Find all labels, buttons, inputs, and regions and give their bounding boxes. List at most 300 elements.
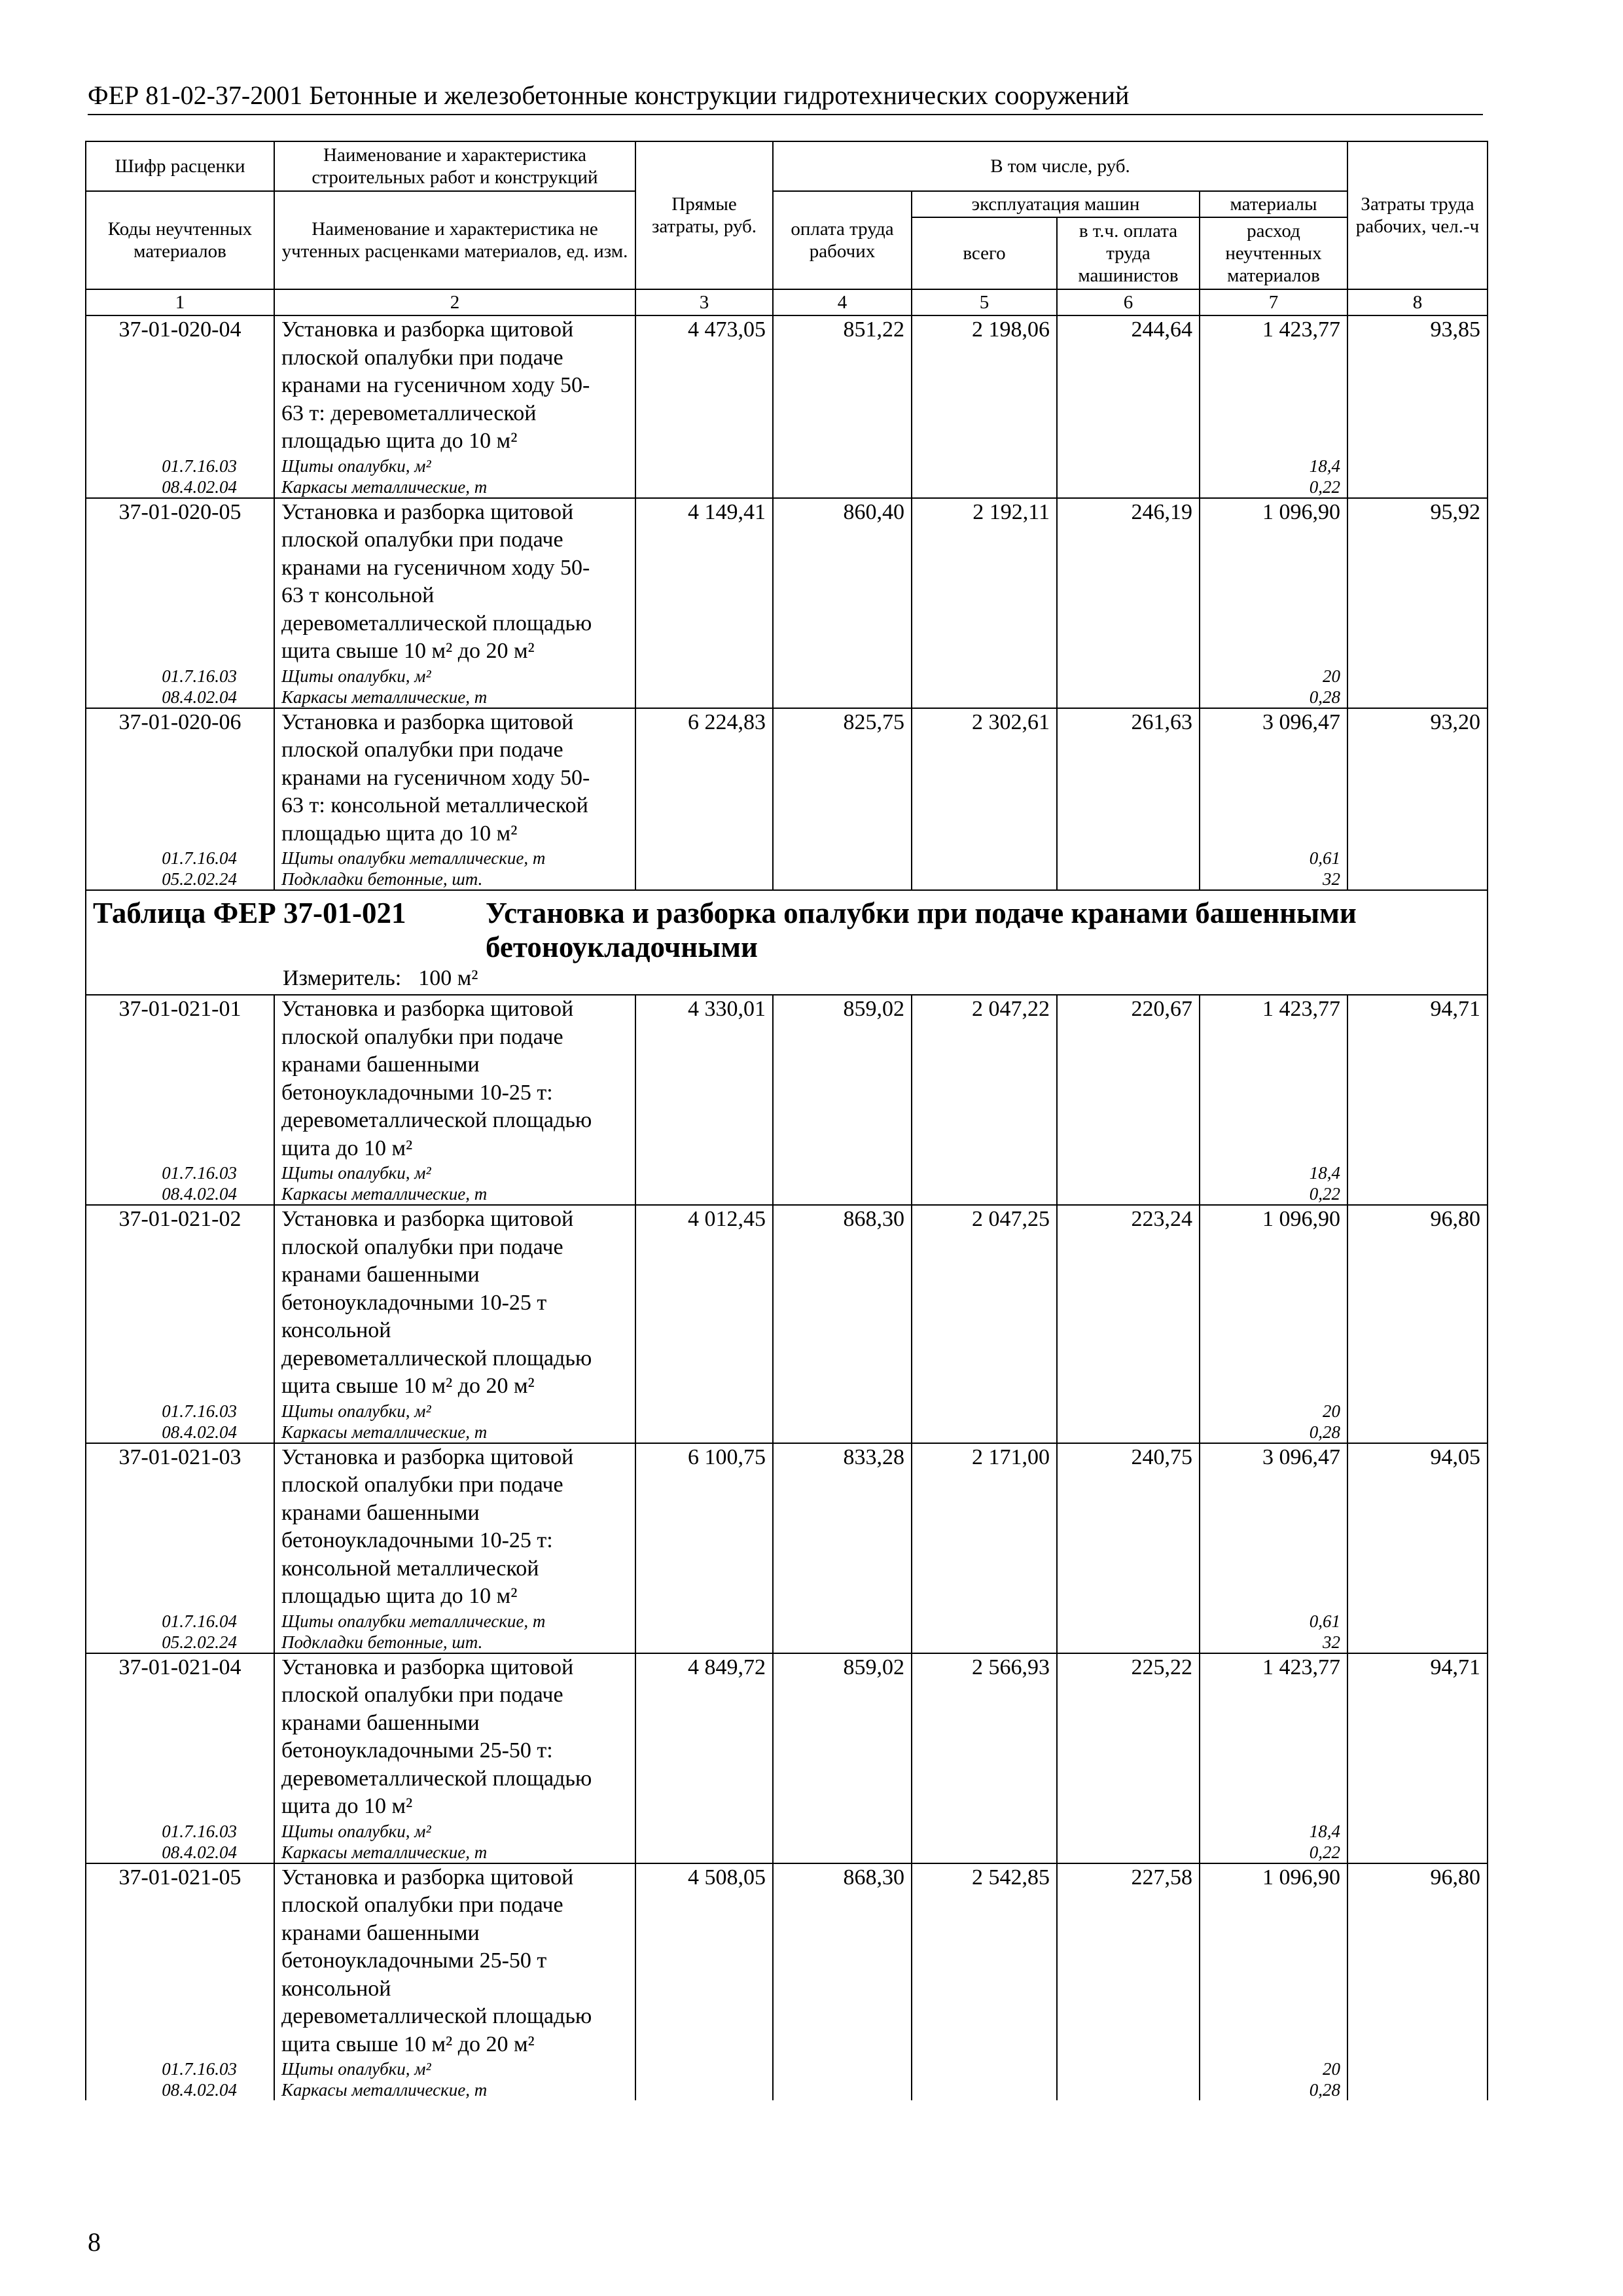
- description-line: кранами башенными: [281, 1710, 480, 1735]
- material-qty: 0,28: [1200, 1422, 1347, 1443]
- empty-cell: [635, 476, 773, 498]
- material-row: [86, 1162, 1488, 1183]
- description-line: бетоноукладочными 10-25 т: [281, 1290, 547, 1315]
- table-body-021: [86, 995, 1488, 2100]
- empty-cell: [1057, 869, 1200, 890]
- value-mach-total: 2 171,00: [912, 1443, 1057, 1611]
- table-body-020: [86, 315, 1488, 890]
- empty-cell: [1347, 476, 1488, 498]
- value-mach-total: 2 302,61: [912, 708, 1057, 848]
- material-code: 01.7.16.04: [86, 848, 274, 869]
- header-name2: Наименование и характеристика не учтенных расценками материалов, ед. изм.: [274, 191, 635, 289]
- page-number: 8: [88, 2227, 101, 2257]
- value-materials: 1 423,77: [1200, 995, 1347, 1162]
- empty-cell: [1057, 1422, 1200, 1443]
- description-line: кранами на гусеничном ходу 50-: [281, 765, 590, 790]
- description-line: плоской опалубки при подаче: [281, 1893, 563, 1917]
- material-code: 05.2.02.24: [86, 869, 274, 890]
- material-name: Щиты опалубки, м²: [274, 2058, 635, 2079]
- description-line: Установка и разборка щитовой: [281, 709, 574, 734]
- material-name: Щиты опалубки, м²: [274, 1162, 635, 1183]
- table-row: [86, 315, 1488, 456]
- empty-cell: [912, 1611, 1057, 1632]
- empty-cell: [1057, 1401, 1200, 1422]
- description-line: бетоноукладочными 10-25 т:: [281, 1528, 553, 1552]
- empty-cell: [773, 1401, 912, 1422]
- description-line: бетоноукладочными 10-25 т:: [281, 1080, 553, 1105]
- value-materials: 1 096,90: [1200, 1205, 1347, 1401]
- empty-cell: [1347, 666, 1488, 687]
- empty-cell: [1057, 1842, 1200, 1863]
- description-line: Установка и разборка щитовой: [281, 317, 574, 342]
- empty-cell: [912, 687, 1057, 708]
- empty-cell: [1347, 1422, 1488, 1443]
- empty-cell: [773, 1632, 912, 1653]
- description-line: плоской опалубки при подаче: [281, 738, 563, 762]
- value-labor: 94,05: [1347, 1443, 1488, 1611]
- empty-cell: [1057, 687, 1200, 708]
- empty-cell: [1347, 1162, 1488, 1183]
- material-qty: 0,28: [1200, 2079, 1347, 2100]
- value-wages: 833,28: [773, 1443, 912, 1611]
- column-number: 2: [274, 289, 635, 315]
- description-line: щита свыше 10 м² до 20 м²: [281, 639, 535, 663]
- value-wages: 859,02: [773, 1653, 912, 1821]
- work-description: [274, 498, 635, 666]
- page-header: ФЕР 81-02-37-2001 Бетонные и железобетонные конструкции гидротехнических сооружений: [88, 80, 1483, 115]
- table-title-cell: [86, 890, 1488, 995]
- empty-cell: [1347, 1632, 1488, 1653]
- empty-cell: [912, 2058, 1057, 2079]
- material-qty: 18,4: [1200, 1162, 1347, 1183]
- empty-cell: [635, 1183, 773, 1205]
- rate-code: 37-01-021-04: [86, 1653, 274, 1821]
- value-mach-wages: 240,75: [1057, 1443, 1200, 1611]
- value-mach-total: 2 047,25: [912, 1205, 1057, 1401]
- column-number: 5: [912, 289, 1057, 315]
- value-materials: 1 423,77: [1200, 1653, 1347, 1821]
- empty-cell: [1057, 1821, 1200, 1842]
- empty-cell: [1057, 476, 1200, 498]
- material-row: [86, 1401, 1488, 1422]
- empty-cell: [635, 848, 773, 869]
- description-line: консольной: [281, 1976, 391, 2001]
- material-row: [86, 1842, 1488, 1863]
- empty-cell: [773, 848, 912, 869]
- description-line: Установка и разборка щитовой: [281, 1865, 574, 1890]
- material-name: Щиты опалубки, м²: [274, 666, 635, 687]
- empty-cell: [1057, 2079, 1200, 2100]
- value-labor: 93,85: [1347, 315, 1488, 456]
- material-code: 01.7.16.03: [86, 1821, 274, 1842]
- work-description: [274, 1205, 635, 1401]
- value-labor: 94,71: [1347, 995, 1488, 1162]
- value-direct: 4 012,45: [635, 1205, 773, 1401]
- rate-code: 37-01-021-02: [86, 1205, 274, 1401]
- value-wages: 825,75: [773, 708, 912, 848]
- material-code: 01.7.16.03: [86, 1162, 274, 1183]
- value-labor: 96,80: [1347, 1205, 1488, 1401]
- empty-cell: [1347, 2058, 1488, 2079]
- material-qty: 0,61: [1200, 848, 1347, 869]
- header-materials: материалы: [1200, 191, 1347, 217]
- header-labor: Затраты труда рабочих, чел.-ч: [1347, 141, 1488, 289]
- empty-cell: [773, 456, 912, 476]
- value-mach-total: 2 198,06: [912, 315, 1057, 456]
- header-mach-wages: в т.ч. оплата труда машинистов: [1057, 217, 1200, 289]
- value-direct: 4 849,72: [635, 1653, 773, 1821]
- description-line: плоской опалубки при подаче: [281, 345, 563, 370]
- value-mach-total: 2 542,85: [912, 1863, 1057, 2059]
- work-description: [274, 995, 635, 1162]
- description-line: щита до 10 м²: [281, 1136, 413, 1160]
- table-row: [86, 1443, 1488, 1611]
- table-row: [86, 1205, 1488, 1401]
- material-qty: 0,22: [1200, 1842, 1347, 1863]
- value-materials: 1 423,77: [1200, 315, 1347, 456]
- material-row: [86, 848, 1488, 869]
- value-wages: 859,02: [773, 995, 912, 1162]
- value-mach-total: 2 047,22: [912, 995, 1057, 1162]
- value-materials: 3 096,47: [1200, 708, 1347, 848]
- work-description: [274, 1653, 635, 1821]
- material-code: 01.7.16.03: [86, 1401, 274, 1422]
- empty-cell: [773, 2079, 912, 2100]
- rate-code: 37-01-021-05: [86, 1863, 274, 2059]
- description-line: 63 т: консольной металлической: [281, 793, 588, 817]
- value-labor: 94,71: [1347, 1653, 1488, 1821]
- material-qty: 20: [1200, 666, 1347, 687]
- header-name-label: Наименование и характеристика строительных работ и конструкций: [312, 145, 598, 188]
- empty-cell: [1347, 1611, 1488, 1632]
- material-row: [86, 2058, 1488, 2079]
- material-code: 08.4.02.04: [86, 1842, 274, 1863]
- rates-table: [85, 141, 1488, 2100]
- empty-cell: [1347, 687, 1488, 708]
- work-description: [274, 708, 635, 848]
- material-row: [86, 1422, 1488, 1443]
- empty-cell: [773, 1611, 912, 1632]
- description-line: кранами башенными: [281, 1500, 480, 1525]
- value-mach-total: 2 192,11: [912, 498, 1057, 666]
- material-name: Каркасы металлические, т: [274, 687, 635, 708]
- empty-cell: [912, 1422, 1057, 1443]
- material-name: Щиты опалубки, м²: [274, 1401, 635, 1422]
- empty-cell: [1057, 848, 1200, 869]
- description-line: деревометаллической площадью: [281, 611, 592, 636]
- value-wages: 851,22: [773, 315, 912, 456]
- table-title-text: Установка и разборка опалубки при подаче кранами башенными бетоноукладочными: [486, 897, 1357, 963]
- value-mach-total: 2 566,93: [912, 1653, 1057, 1821]
- material-row: [86, 1611, 1488, 1632]
- description-line: плоской опалубки при подаче: [281, 1683, 563, 1707]
- empty-cell: [773, 1842, 912, 1863]
- header-code-label: Шифр расценки: [115, 156, 245, 177]
- description-line: Установка и разборка щитовой: [281, 1655, 574, 1679]
- material-code: 08.4.02.04: [86, 1183, 274, 1205]
- empty-cell: [912, 666, 1057, 687]
- measure-value: 100 м²: [418, 966, 478, 990]
- empty-cell: [635, 1401, 773, 1422]
- work-description: [274, 315, 635, 456]
- material-name: Подкладки бетонные, шт.: [274, 1632, 635, 1653]
- header-wages: оплата труда рабочих: [773, 191, 912, 289]
- material-name: Подкладки бетонные, шт.: [274, 869, 635, 890]
- description-line: деревометаллической площадью: [281, 1108, 592, 1132]
- rate-code: 37-01-021-03: [86, 1443, 274, 1611]
- empty-cell: [773, 1183, 912, 1205]
- empty-cell: [1057, 2058, 1200, 2079]
- empty-cell: [635, 1162, 773, 1183]
- column-number: 6: [1057, 289, 1200, 315]
- material-qty: 18,4: [1200, 456, 1347, 476]
- table-row: [86, 1653, 1488, 1821]
- material-code: 08.4.02.04: [86, 2079, 274, 2100]
- empty-cell: [635, 1821, 773, 1842]
- material-row: [86, 1821, 1488, 1842]
- description-line: 63 т: деревометаллической: [281, 401, 537, 425]
- value-direct: 6 100,75: [635, 1443, 773, 1611]
- empty-cell: [912, 1183, 1057, 1205]
- empty-cell: [773, 2058, 912, 2079]
- material-row: [86, 666, 1488, 687]
- empty-cell: [635, 1632, 773, 1653]
- column-number: 3: [635, 289, 773, 315]
- empty-cell: [912, 1632, 1057, 1653]
- description-line: плоской опалубки при подаче: [281, 1024, 563, 1049]
- value-direct: 4 473,05: [635, 315, 773, 456]
- material-row: [86, 456, 1488, 476]
- empty-cell: [635, 1611, 773, 1632]
- value-mach-wages: 223,24: [1057, 1205, 1200, 1401]
- header-machines: эксплуатация машин: [912, 191, 1200, 217]
- work-description: [274, 1443, 635, 1611]
- empty-cell: [773, 1162, 912, 1183]
- empty-cell: [1347, 2079, 1488, 2100]
- empty-cell: [1347, 1842, 1488, 1863]
- material-name: Каркасы металлические, т: [274, 2079, 635, 2100]
- value-wages: 860,40: [773, 498, 912, 666]
- description-line: деревометаллической площадью: [281, 2004, 592, 2028]
- measure-line: [93, 965, 1480, 992]
- empty-cell: [912, 456, 1057, 476]
- value-mach-wages: 261,63: [1057, 708, 1200, 848]
- empty-cell: [773, 1422, 912, 1443]
- column-number: 8: [1347, 289, 1488, 315]
- empty-cell: [635, 1842, 773, 1863]
- empty-cell: [635, 666, 773, 687]
- empty-cell: [912, 1162, 1057, 1183]
- description-line: кранами на гусеничном ходу 50-: [281, 555, 590, 580]
- description-line: Установка и разборка щитовой: [281, 997, 574, 1021]
- value-materials: 1 096,90: [1200, 498, 1347, 666]
- table-row: [86, 995, 1488, 1162]
- description-line: кранами на гусеничном ходу 50-: [281, 373, 590, 397]
- value-direct: 6 224,83: [635, 708, 773, 848]
- header-direct: Прямые затраты, руб.: [635, 141, 773, 289]
- material-code: 08.4.02.04: [86, 687, 274, 708]
- description-line: бетоноукладочными 25-50 т: [281, 1948, 547, 1973]
- table-row: [86, 498, 1488, 666]
- value-direct: 4 508,05: [635, 1863, 773, 2059]
- empty-cell: [773, 476, 912, 498]
- empty-cell: [912, 869, 1057, 890]
- empty-cell: [635, 2058, 773, 2079]
- description-line: Установка и разборка щитовой: [281, 1207, 574, 1231]
- value-mach-wages: 244,64: [1057, 315, 1200, 456]
- material-qty: 20: [1200, 2058, 1347, 2079]
- column-number: 4: [773, 289, 912, 315]
- empty-cell: [1347, 1821, 1488, 1842]
- material-row: [86, 2079, 1488, 2100]
- empty-cell: [773, 666, 912, 687]
- rate-code: 37-01-020-05: [86, 498, 274, 666]
- material-name: Каркасы металлические, т: [274, 1422, 635, 1443]
- header-name-cell: [274, 141, 635, 191]
- description-line: консольной: [281, 1318, 391, 1342]
- empty-cell: [1347, 848, 1488, 869]
- material-name: Щиты опалубки, м²: [274, 456, 635, 476]
- table-header: [86, 141, 1488, 315]
- description-line: площадью щита до 10 м²: [281, 821, 518, 846]
- material-qty: 0,22: [1200, 1183, 1347, 1205]
- material-code: 08.4.02.04: [86, 476, 274, 498]
- value-labor: 96,80: [1347, 1863, 1488, 2059]
- column-numbers-row: [86, 289, 1488, 315]
- description-line: деревометаллической площадью: [281, 1766, 592, 1791]
- empty-cell: [912, 1401, 1057, 1422]
- empty-cell: [912, 476, 1057, 498]
- value-wages: 868,30: [773, 1205, 912, 1401]
- empty-cell: [912, 2079, 1057, 2100]
- empty-cell: [773, 869, 912, 890]
- material-qty: 18,4: [1200, 1821, 1347, 1842]
- empty-cell: [1057, 1632, 1200, 1653]
- material-code: 05.2.02.24: [86, 1632, 274, 1653]
- description-line: площадью щита до 10 м²: [281, 429, 518, 453]
- material-code: 08.4.02.04: [86, 1422, 274, 1443]
- material-row: [86, 1632, 1488, 1653]
- material-name: Щиты опалубки металлические, т: [274, 848, 635, 869]
- header-code2: Коды неучтенных материалов: [86, 191, 274, 289]
- description-line: бетоноукладочными 25-50 т:: [281, 1738, 553, 1763]
- empty-cell: [635, 869, 773, 890]
- description-line: плоской опалубки при подаче: [281, 528, 563, 552]
- description-line: 63 т консольной: [281, 583, 435, 607]
- header-mat-use: расход неучтенных материалов: [1200, 217, 1347, 289]
- material-qty: 32: [1200, 1632, 1347, 1653]
- value-mach-wages: 225,22: [1057, 1653, 1200, 1821]
- rate-code: 37-01-020-06: [86, 708, 274, 848]
- empty-cell: [635, 1422, 773, 1443]
- value-materials: 3 096,47: [1200, 1443, 1347, 1611]
- empty-cell: [635, 2079, 773, 2100]
- value-labor: 93,20: [1347, 708, 1488, 848]
- material-qty: 0,28: [1200, 687, 1347, 708]
- material-name: Каркасы металлические, т: [274, 476, 635, 498]
- value-labor: 95,92: [1347, 498, 1488, 666]
- measure-label: Измеритель:: [283, 966, 402, 990]
- description-line: площадью щита до 10 м²: [281, 1584, 518, 1608]
- value-direct: 4 330,01: [635, 995, 773, 1162]
- empty-cell: [912, 1842, 1057, 1863]
- material-code: 01.7.16.03: [86, 2058, 274, 2079]
- table-021-title: [86, 890, 1488, 995]
- header-mach-total: всего: [912, 217, 1057, 289]
- material-qty: 0,61: [1200, 1611, 1347, 1632]
- material-row: [86, 687, 1488, 708]
- empty-cell: [1347, 869, 1488, 890]
- description-line: щита свыше 10 м² до 20 м²: [281, 2032, 535, 2056]
- description-line: Установка и разборка щитовой: [281, 1444, 574, 1469]
- value-mach-wages: 246,19: [1057, 498, 1200, 666]
- material-name: Каркасы металлические, т: [274, 1842, 635, 1863]
- empty-cell: [635, 456, 773, 476]
- value-wages: 868,30: [773, 1863, 912, 2059]
- material-code: 01.7.16.03: [86, 456, 274, 476]
- rate-code: 37-01-020-04: [86, 315, 274, 456]
- material-qty: 0,22: [1200, 476, 1347, 498]
- description-line: плоской опалубки при подаче: [281, 1473, 563, 1497]
- empty-cell: [773, 687, 912, 708]
- work-description: [274, 1863, 635, 2059]
- material-name: Щиты опалубки, м²: [274, 1821, 635, 1842]
- empty-cell: [912, 848, 1057, 869]
- empty-cell: [1057, 1183, 1200, 1205]
- empty-cell: [1057, 1162, 1200, 1183]
- description-line: щита свыше 10 м² до 20 м²: [281, 1374, 535, 1398]
- empty-cell: [1057, 666, 1200, 687]
- material-name: Каркасы металлические, т: [274, 1183, 635, 1205]
- header-incl: В том числе, руб.: [773, 141, 1347, 191]
- material-code: 01.7.16.03: [86, 666, 274, 687]
- description-line: кранами башенными: [281, 1263, 480, 1287]
- material-row: [86, 476, 1488, 498]
- material-code: 01.7.16.04: [86, 1611, 274, 1632]
- header-code-cell: [86, 141, 274, 191]
- empty-cell: [1057, 456, 1200, 476]
- material-qty: 32: [1200, 869, 1347, 890]
- table-row: [86, 1863, 1488, 2059]
- material-qty: 20: [1200, 1401, 1347, 1422]
- empty-cell: [1057, 1611, 1200, 1632]
- table-row: [86, 708, 1488, 848]
- empty-cell: [1347, 1401, 1488, 1422]
- description-line: деревометаллической площадью: [281, 1346, 592, 1371]
- description-line: щита до 10 м²: [281, 1794, 413, 1818]
- description-line: консольной металлической: [281, 1556, 539, 1581]
- rate-code: 37-01-021-01: [86, 995, 274, 1162]
- empty-cell: [1347, 456, 1488, 476]
- column-number: 1: [86, 289, 274, 315]
- description-line: Установка и разборка щитовой: [281, 499, 574, 524]
- material-row: [86, 869, 1488, 890]
- material-row: [86, 1183, 1488, 1205]
- empty-cell: [773, 1821, 912, 1842]
- description-line: кранами башенными: [281, 1920, 480, 1945]
- material-name: Щиты опалубки металлические, т: [274, 1611, 635, 1632]
- table-title-number: Таблица ФЕР 37-01-021: [93, 897, 406, 929]
- description-line: кранами башенными: [281, 1052, 480, 1077]
- empty-cell: [635, 687, 773, 708]
- empty-cell: [1347, 1183, 1488, 1205]
- value-direct: 4 149,41: [635, 498, 773, 666]
- column-number: 7: [1200, 289, 1347, 315]
- value-mach-wages: 220,67: [1057, 995, 1200, 1162]
- description-line: плоской опалубки при подаче: [281, 1234, 563, 1259]
- value-mach-wages: 227,58: [1057, 1863, 1200, 2059]
- value-materials: 1 096,90: [1200, 1863, 1347, 2059]
